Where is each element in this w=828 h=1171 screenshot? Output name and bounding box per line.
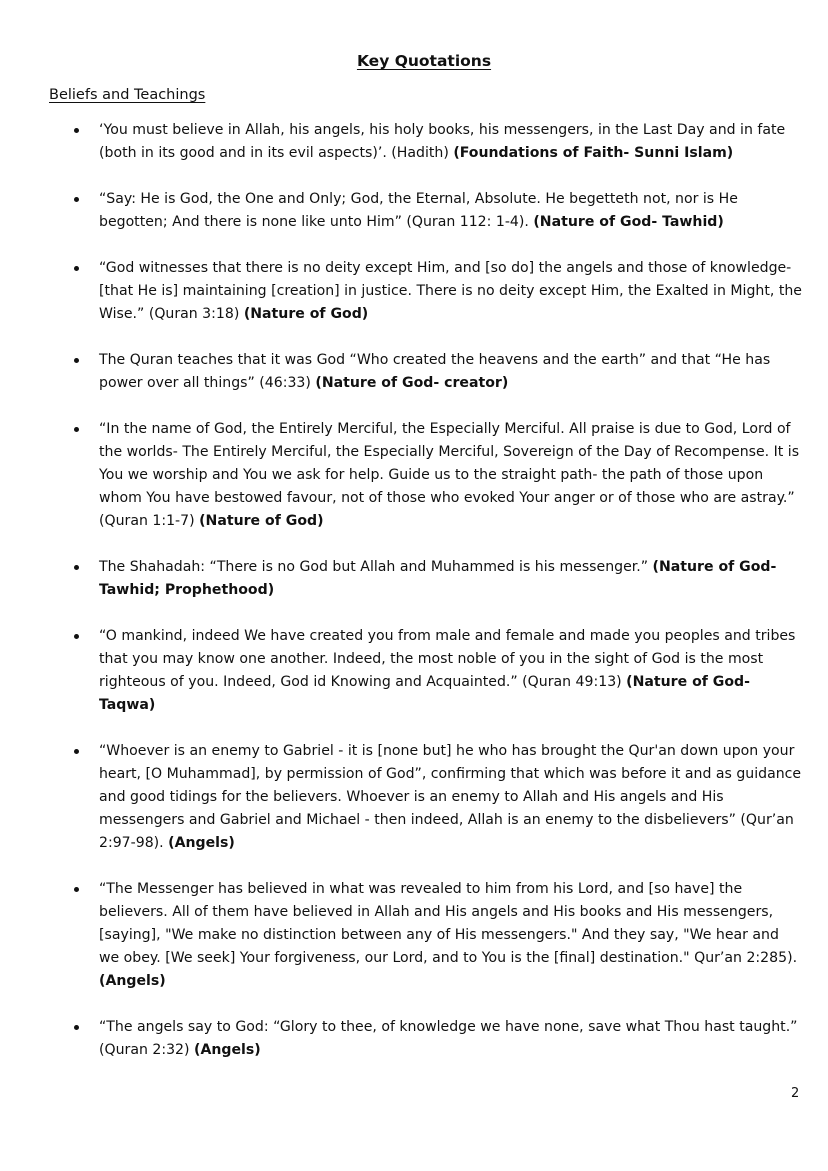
section-heading: Beliefs and Teachings bbox=[49, 87, 206, 103]
page-title: Key Quotations bbox=[356, 52, 492, 70]
page-number: 2 bbox=[791, 1086, 800, 1101]
quote-text: “Whoever is an enemy to Gabriel - it is [none but] he who has brought the Qur'an down upon your heart, [O Muhammad], by permission of God”, confirming that which was before it and as guidance and good tidings for the believers. Whoever is an enemy to Allah and His angels and His messengers and Gabriel and Michael - then indeed, Allah is an enemy to the disbelievers” (Qur’an 2:97-98). bbox=[99, 743, 802, 851]
list-item bbox=[0, 349, 828, 395]
quote-text: “God witnesses that there is no deity except Him, and [so do] the angels and those of knowledge- [that He is] maintaining [creation] in justice. There is no deity except Him, the Exalted in Might, the Wise.” (Quran 3:18) bbox=[99, 260, 802, 322]
list-item bbox=[0, 1016, 828, 1062]
quote-tag: (Nature of God- creator) bbox=[315, 375, 509, 391]
quote-text: ‘You must believe in Allah, his angels, his holy books, his messengers, in the Last Day and in fate (both in its good and in its evil aspects)’. (Hadith) bbox=[99, 122, 786, 161]
list-item bbox=[0, 119, 828, 165]
list-item bbox=[0, 418, 828, 533]
quote-tag: (Angels) bbox=[168, 835, 235, 851]
quote-tag: (Nature of God) bbox=[243, 306, 369, 322]
quote-text: “The Messenger has believed in what was revealed to him from his Lord, and [so have] the believers. All of them have believed in Allah and His angels and His books and His messengers, [saying], "We make no distinction between any of His messengers." And they say, "We hear and we obey. [We seek] Your forgiveness, our Lord, and to You is the [final] destination." Qur’an 2:285). bbox=[99, 881, 798, 966]
quotation-list bbox=[0, 119, 828, 1085]
list-item bbox=[0, 257, 828, 326]
quote-tag: (Angels) bbox=[194, 1042, 261, 1058]
quote-tag: (Foundations of Faith- Sunni Islam) bbox=[453, 145, 734, 161]
list-item bbox=[0, 878, 828, 993]
quote-text: “The angels say to God: “Glory to thee, of knowledge we have none, save what Thou hast taught.” (Quran 2:32) bbox=[99, 1019, 798, 1058]
quote-tag: (Angels) bbox=[99, 973, 166, 989]
quote-tag: (Nature of God) bbox=[199, 513, 324, 529]
quote-text: The Quran teaches that it was God “Who created the heavens and the earth” and that “He has power over all things” (46:33) bbox=[99, 352, 771, 391]
quote-text: “In the name of God, the Entirely Merciful, the Especially Merciful. All praise is due to God, Lord of the worlds- The Entirely Merciful, the Especially Merciful, Sovereign of the Day of Recompense. It is You we worship and You we ask for help. Guide us to the straight path- the path of those upon whom You have bestowed favour, not of those who evoked Your anger or of those who are astray.” (Quran 1:1-7) bbox=[99, 421, 800, 529]
quote-text: “O mankind, indeed We have created you from male and female and made you peoples and tribes that you may know one another. Indeed, the most noble of you in the sight of God is the most righteous of you. Indeed, God id Knowing and Acquainted.” (Quran 49:13) bbox=[99, 628, 796, 690]
list-item bbox=[0, 625, 828, 717]
quote-text: The Shahadah: “There is no God but Allah and Muhammed is his messenger.” bbox=[99, 559, 653, 575]
list-item bbox=[0, 188, 828, 234]
list-item bbox=[0, 556, 828, 602]
list-item bbox=[0, 740, 828, 855]
quote-tag: (Nature of God- Tawhid) bbox=[533, 214, 724, 230]
quote-tag: (Nature of God- Taqwa) bbox=[99, 674, 750, 713]
quote-text: “Say: He is God, the One and Only; God, the Eternal, Absolute. He begetteth not, nor is He begotten; And there is none like unto Him” (Quran 112: 1-4). bbox=[99, 191, 738, 230]
quote-tag: (Nature of God- Tawhid; Prophethood) bbox=[99, 559, 777, 598]
